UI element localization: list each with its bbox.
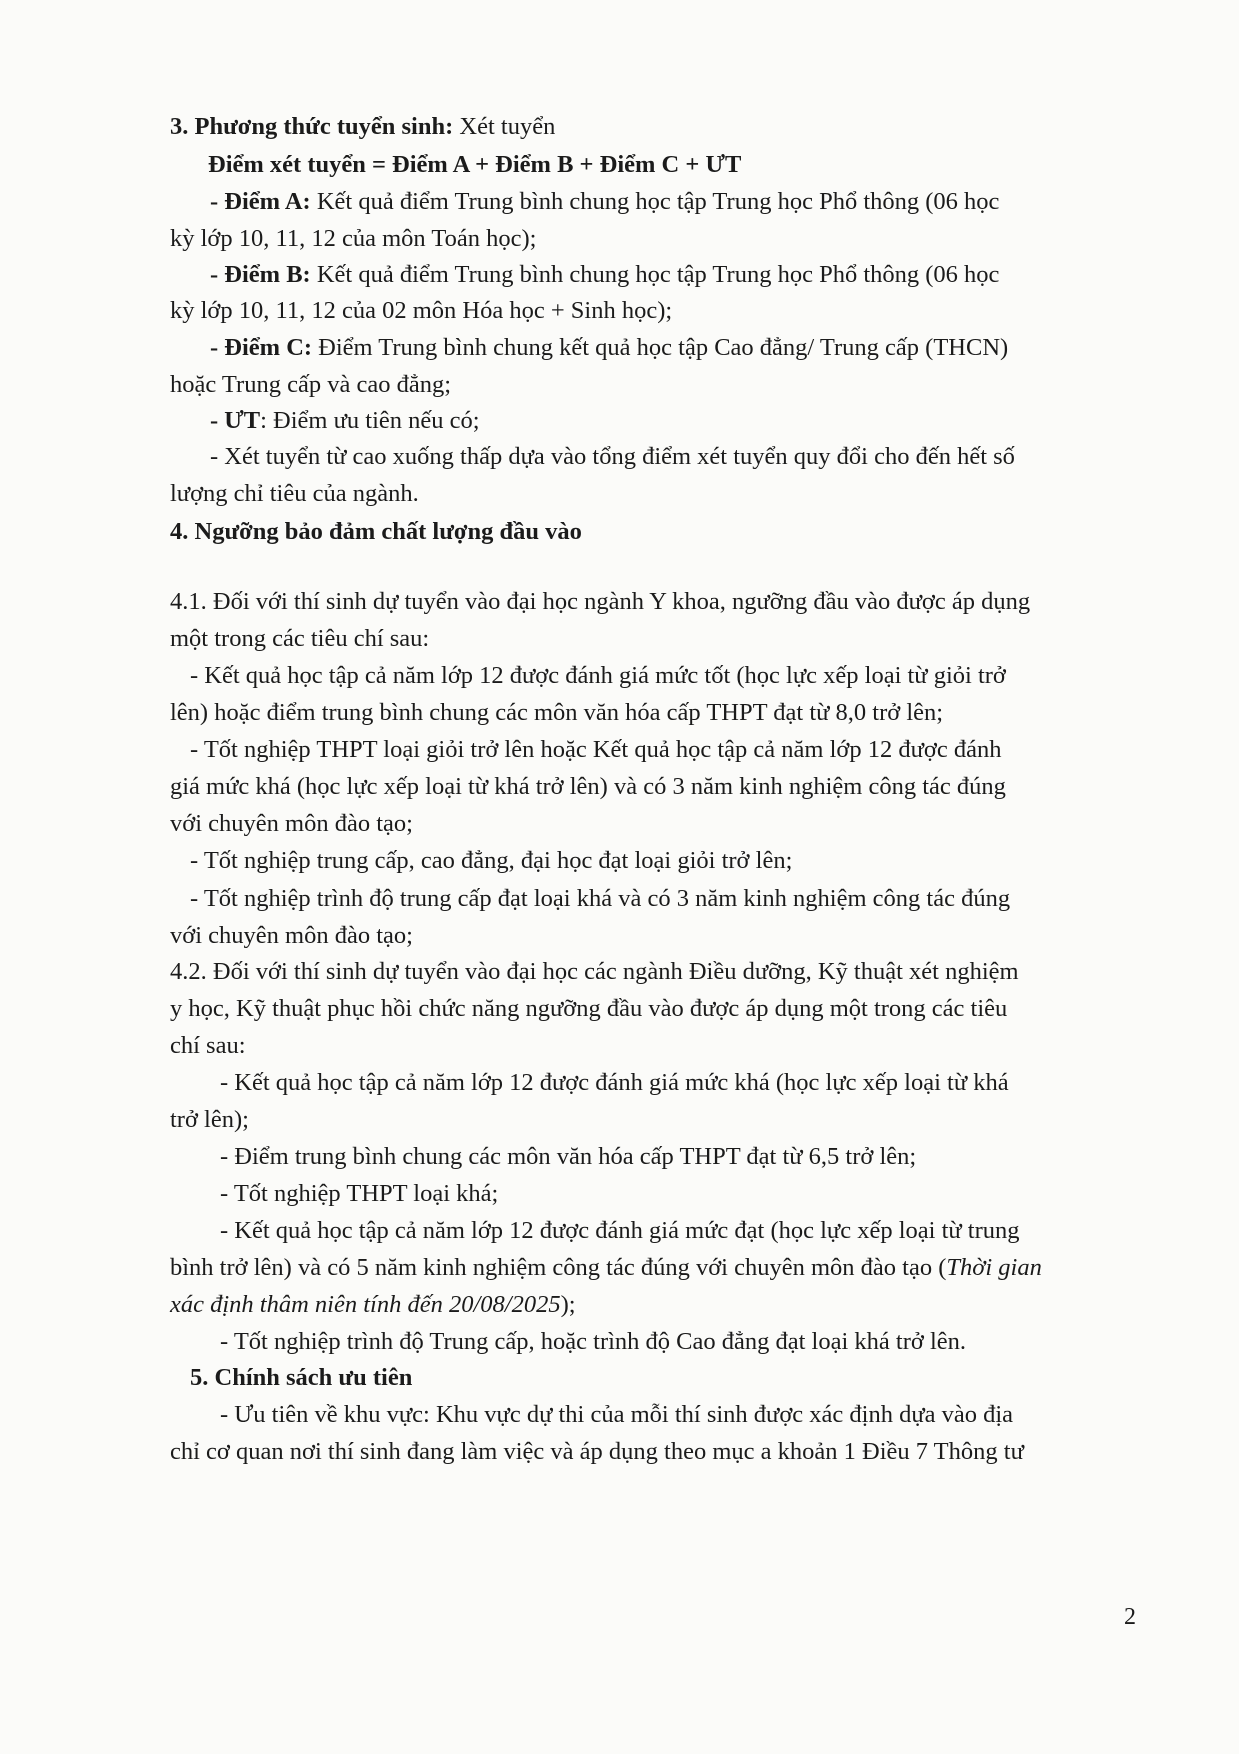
page-number: 2 xyxy=(1124,1604,1136,1630)
section-4-1-b-line-3: với chuyên môn đào tạo; xyxy=(170,810,413,837)
section-4-2-a-line-2: trở lên); xyxy=(170,1106,249,1133)
section-5-line-1: - Ưu tiên về khu vực: Khu vực dự thi của mỗi thí sinh được xác định dựa vào địa xyxy=(220,1401,1014,1428)
section-4-2-a-line-1: - Kết quả học tập cả năm lớp 12 được đánh giá mức khá (học lực xếp loại từ khá xyxy=(220,1069,1009,1096)
formula: Điểm xét tuyển = Điểm A + Điểm B + Điểm C + ƯT xyxy=(208,151,742,178)
section-4-2-c: - Tốt nghiệp THPT loại khá; xyxy=(220,1180,499,1207)
section-4-2-b: - Điểm trung bình chung các môn văn hóa cấp THPT đạt từ 6,5 trở lên; xyxy=(220,1143,917,1170)
section-4-1-line-2: một trong các tiêu chí sau: xyxy=(170,625,430,652)
ranking-line-2: lượng chỉ tiêu của ngành. xyxy=(170,480,419,507)
section-4-2-line-2: y học, Kỹ thuật phục hồi chức năng ngưỡng đầu vào được áp dụng một trong các tiêu xyxy=(170,995,1008,1022)
section-4-2-d-line-2: bình trở lên) và có 5 năm kinh nghiệm công tác đúng với chuyên môn đào tạo (Thời gian xyxy=(170,1254,1042,1281)
section-5-line-2: chỉ cơ quan nơi thí sinh đang làm việc và áp dụng theo mục a khoản 1 Điều 7 Thông tư xyxy=(170,1438,1024,1465)
section-4-1-d-line-1: - Tốt nghiệp trình độ trung cấp đạt loại khá và có 3 năm kinh nghiệm công tác đúng xyxy=(190,885,1011,912)
section-4-1-line-1: 4.1. Đối với thí sinh dự tuyển vào đại học ngành Y khoa, ngưỡng đầu vào được áp dụng xyxy=(170,588,1031,615)
section-4-1-a-line-2: lên) hoặc điểm trung bình chung các môn văn hóa cấp THPT đạt từ 8,0 trở lên; xyxy=(170,699,944,726)
section-4-2-d-line-3: xác định thâm niên tính đến 20/08/2025); xyxy=(170,1291,576,1318)
point-b-line-2: kỳ lớp 10, 11, 12 của 02 môn Hóa học + Sinh học); xyxy=(170,297,673,324)
section-4-1-d-line-2: với chuyên môn đào tạo; xyxy=(170,922,413,949)
point-b-line-1: - Điểm B: Kết quả điểm Trung bình chung học tập Trung học Phổ thông (06 học xyxy=(210,261,1000,288)
section-4-heading: 4. Ngưỡng bảo đảm chất lượng đầu vào xyxy=(170,518,582,545)
section-4-2-line-1: 4.2. Đối với thí sinh dự tuyển vào đại học các ngành Điều dưỡng, Kỹ thuật xét nghiệm xyxy=(170,958,1019,985)
section-4-1-c: - Tốt nghiệp trung cấp, cao đẳng, đại học đạt loại giỏi trở lên; xyxy=(190,847,793,874)
section-4-1-a-line-1: - Kết quả học tập cả năm lớp 12 được đánh giá mức tốt (học lực xếp loại từ giỏi trở xyxy=(190,662,1006,689)
section-3-heading: 3. Phương thức tuyển sinh: Xét tuyển xyxy=(170,113,556,140)
priority-line: - ƯT: Điểm ưu tiên nếu có; xyxy=(210,407,480,434)
section-4-2-line-3: chí sau: xyxy=(170,1032,246,1059)
section-4-2-e: - Tốt nghiệp trình độ Trung cấp, hoặc trình độ Cao đẳng đạt loại khá trở lên. xyxy=(220,1328,967,1355)
section-4-1-b-line-2: giá mức khá (học lực xếp loại từ khá trở lên) và có 3 năm kinh nghiệm công tác đúng xyxy=(170,773,1006,800)
point-c-line-2: hoặc Trung cấp và cao đẳng; xyxy=(170,371,451,398)
section-4-2-d-line-1: - Kết quả học tập cả năm lớp 12 được đánh giá mức đạt (học lực xếp loại từ trung xyxy=(220,1217,1020,1244)
point-a-line-1: - Điểm A: Kết quả điểm Trung bình chung học tập Trung học Phổ thông (06 học xyxy=(210,188,1000,215)
point-a-line-2: kỳ lớp 10, 11, 12 của môn Toán học); xyxy=(170,225,537,252)
point-c-line-1: - Điểm C: Điểm Trung bình chung kết quả học tập Cao đẳng/ Trung cấp (THCN) xyxy=(210,334,1009,361)
section-4-1-b-line-1: - Tốt nghiệp THPT loại giỏi trở lên hoặc Kết quả học tập cả năm lớp 12 được đánh xyxy=(190,736,1002,763)
ranking-line-1: - Xét tuyển từ cao xuống thấp dựa vào tổng điểm xét tuyển quy đổi cho đến hết số xyxy=(210,443,1015,470)
section-5-heading: 5. Chính sách ưu tiên xyxy=(190,1364,413,1391)
